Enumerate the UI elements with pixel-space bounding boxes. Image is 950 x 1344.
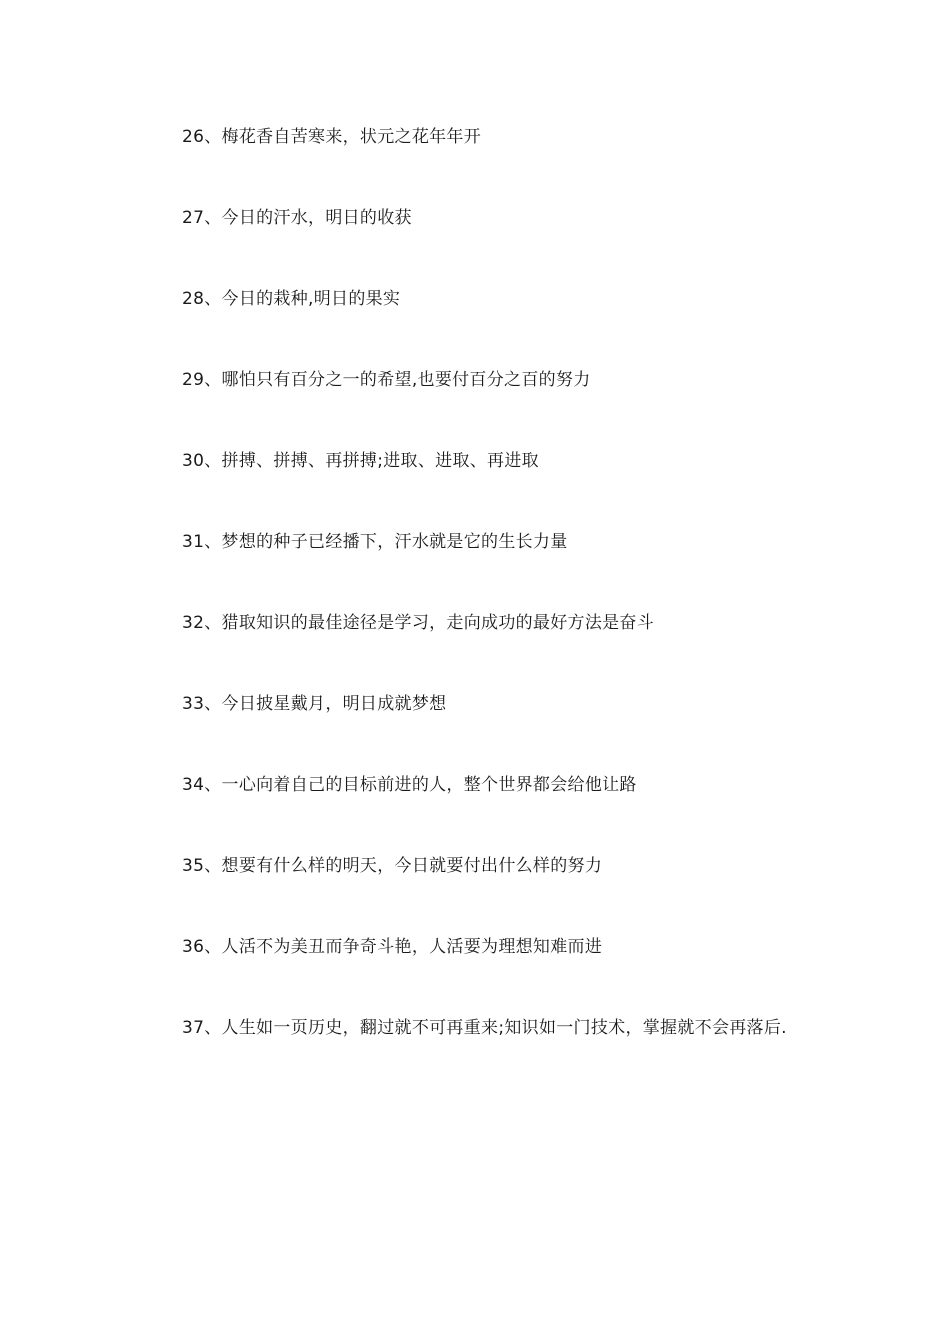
quote-item-33: 33、今日披星戴月，明日成就梦想 <box>182 694 447 714</box>
quote-item-27: 27、今日的汗水，明日的收获 <box>182 208 412 228</box>
quote-item-37: 37、人生如一页历史，翻过就不可再重来;知识如一门技术，掌握就不会再落后. <box>182 1018 787 1038</box>
quote-item-29: 29、哪怕只有百分之一的希望,也要付百分之百的努力 <box>182 370 591 390</box>
quote-item-30: 30、拼搏、拼搏、再拼搏;进取、进取、再进取 <box>182 451 539 471</box>
quote-item-36: 36、人活不为美丑而争奇斗艳，人活要为理想知难而进 <box>182 937 603 957</box>
quote-item-31: 31、梦想的种子已经播下，汗水就是它的生长力量 <box>182 532 568 552</box>
quote-item-32: 32、猎取知识的最佳途径是学习，走向成功的最好方法是奋斗 <box>182 613 655 633</box>
quote-item-28: 28、今日的栽种,明日的果实 <box>182 289 401 309</box>
quote-item-26: 26、梅花香自苦寒来，状元之花年年开 <box>182 127 482 147</box>
quote-item-35: 35、想要有什么样的明天，今日就要付出什么样的努力 <box>182 856 603 876</box>
quote-item-34: 34、一心向着自己的目标前进的人，整个世界都会给他让路 <box>182 775 637 795</box>
